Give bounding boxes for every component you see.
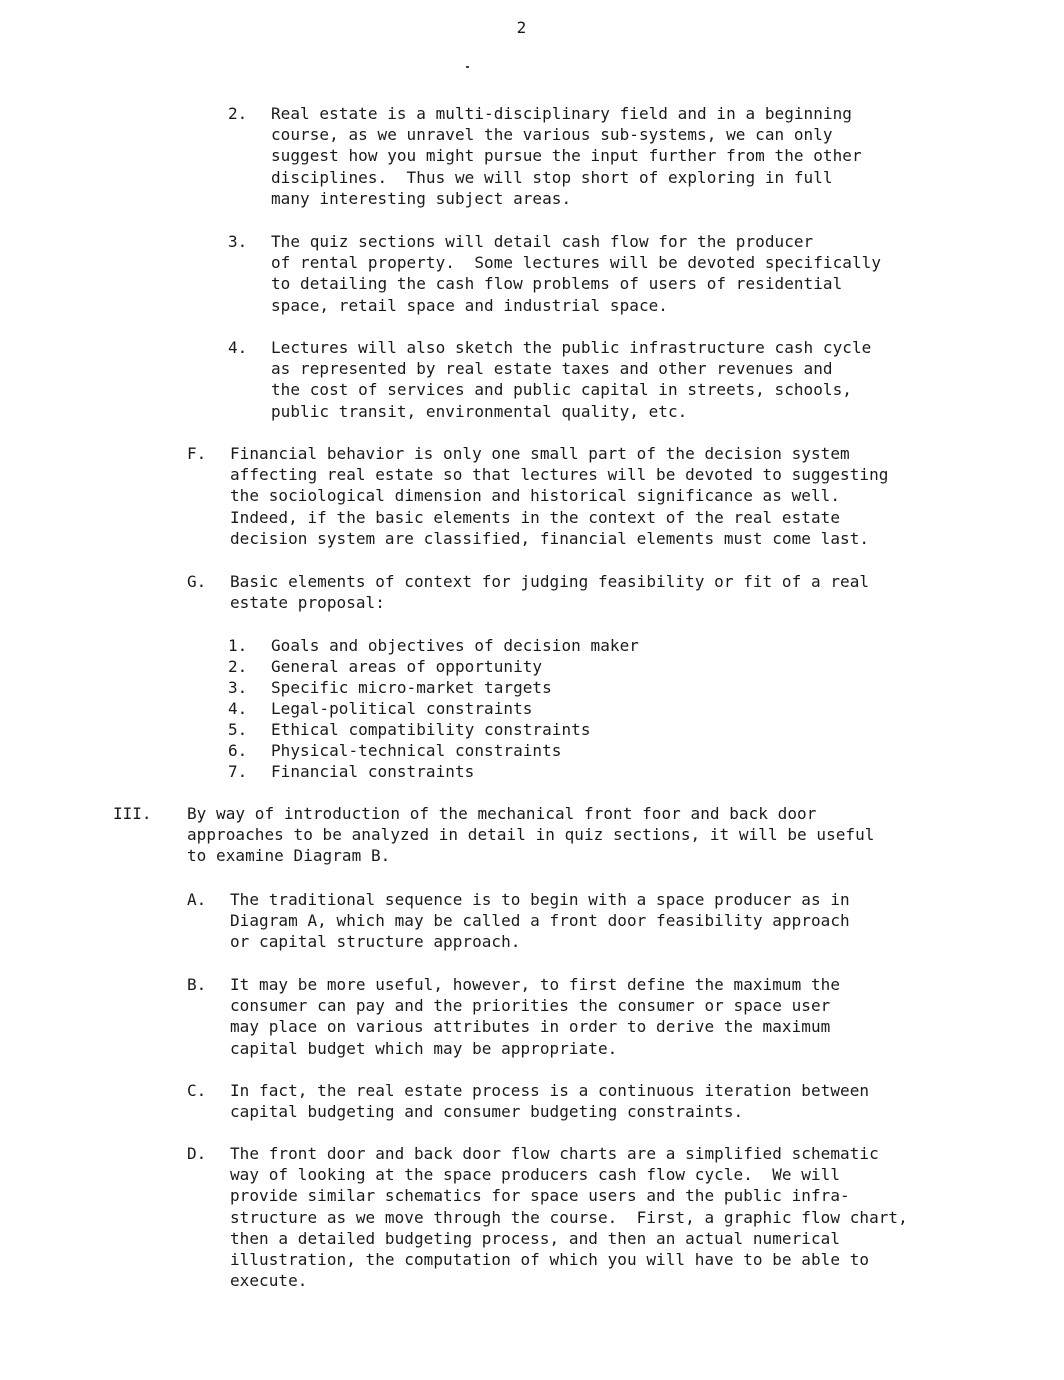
section-marker: G.	[187, 572, 207, 591]
section-text: By way of introduction of the mechanical front foor and back door approaches to be analyzed in detail in quiz sections, it will be useful to examine Diagram B.	[187, 804, 875, 866]
list-item-text: Specific micro-market targets	[271, 678, 552, 697]
list-marker: 4.	[228, 699, 248, 718]
list-item-text: Lectures will also sketch the public infrastructure cash cycle as represented by real estate taxes and other revenues and the cost of services and public capital in streets, schools, public transit, environmental quality, etc.	[271, 338, 872, 421]
section-text: Basic elements of context for judging feasibility or fit of a real estate proposal:	[230, 572, 870, 613]
list-item-text: Ethical compatibility constraints	[271, 720, 591, 739]
section-marker: D.	[187, 1144, 207, 1163]
list-item-text: Physical-technical constraints	[271, 741, 562, 760]
list-item-text: General areas of opportunity	[271, 657, 543, 676]
section-text: In fact, the real estate process is a continuous iteration between capital budgeting and consumer budgeting constraints.	[230, 1081, 870, 1122]
list-item-text: The quiz sections will detail cash flow for the producer of rental property. Some lectures will be devoted specifically to detailing the cash flow problems of users of residential space, retail space and industrial space.	[271, 232, 882, 315]
section-marker: C.	[187, 1081, 207, 1100]
section-marker: B.	[187, 975, 207, 994]
section-text: Financial behavior is only one small part of the decision system affecting real estate so that lectures will be devoted to suggesting the sociological dimension and historical significance as well. Indeed, if the basic elements in the context of the real estate decision system are classified, financial elements must come last.	[230, 444, 889, 548]
section-text: It may be more useful, however, to first define the maximum the consumer can pay and the priorities the consumer or space user may place on various attributes in order to derive the maximum capital budget which may be appropriate.	[230, 975, 841, 1058]
list-marker: 2.	[228, 104, 248, 123]
section-text: The traditional sequence is to begin with a space producer as in Diagram A, which may be called a front door feasibility approach or capital structure approach.	[230, 890, 850, 952]
list-marker: 2.	[228, 657, 248, 676]
list-marker: 5.	[228, 720, 248, 739]
list-marker: 1.	[228, 636, 248, 655]
list-item-text: Goals and objectives of decision maker	[271, 636, 639, 655]
list-item-text: Real estate is a multi-disciplinary field and in a beginning course, as we unravel the various sub-systems, we can only suggest how you might pursue the input further from the other disciplines. Thus we will stop short of exploring in full many interesting subject areas.	[271, 104, 862, 208]
section-marker: III.	[113, 804, 152, 823]
list-marker: 3.	[228, 232, 248, 251]
list-marker: 6.	[228, 741, 248, 760]
list-marker: 4.	[228, 338, 248, 357]
section-marker: A.	[187, 890, 207, 909]
section-text: The front door and back door flow charts are a simplified schematic way of looking at the space producers cash flow cycle. We will provide similar schematics for space users and the public infra- structure as we move through the course. First, a graphic flow chart, then a detailed budgeting process, and then an actual numerical illustration, the computation of which you will have to be able to execute.	[230, 1144, 908, 1291]
list-marker: 3.	[228, 678, 248, 697]
list-item-text: Legal-political constraints	[271, 699, 533, 718]
page-number: 2	[516, 18, 527, 37]
list-marker: 7.	[228, 762, 248, 781]
section-marker: F.	[187, 444, 207, 463]
scan-speck	[466, 66, 469, 68]
list-item-text: Financial constraints	[271, 762, 475, 781]
